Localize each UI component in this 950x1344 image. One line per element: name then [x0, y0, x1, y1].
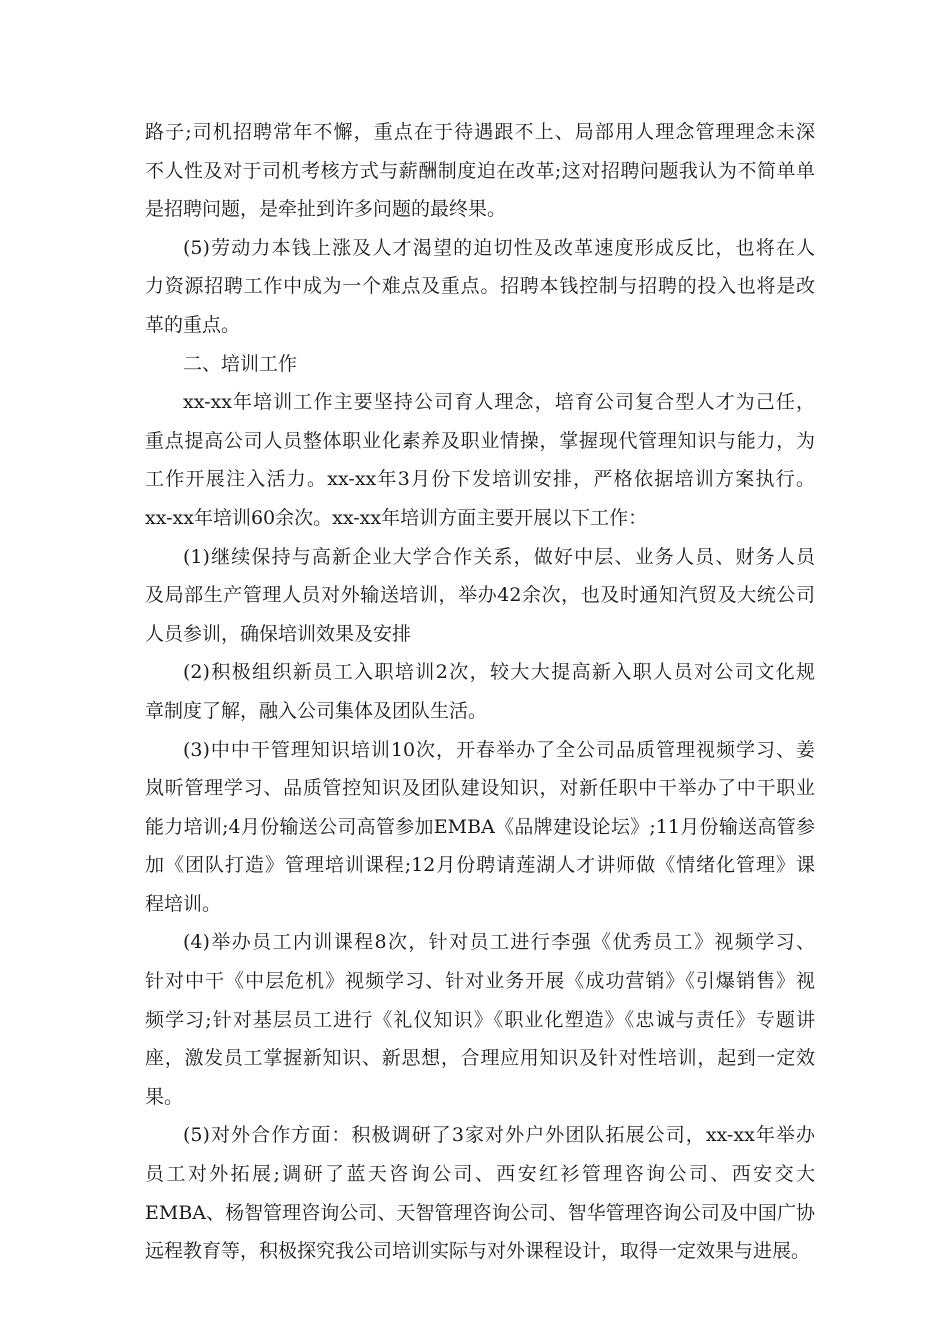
text-line: 远程教育等，积极探究我公司培训实际与对外课程设计，取得一定效果与进展。: [145, 1240, 811, 1263]
text-line: 加《团队打造》管理培训课程;12月份聘请莲湖人才讲师做《情绪化管理》课: [145, 854, 815, 877]
paragraph-recruitment-item-5: [145, 229, 815, 345]
paragraph-training-item-1: [145, 538, 815, 654]
heading-text: 二、培训工作: [183, 352, 298, 375]
text-line: 章制度了解，融入公司集体及团队生活。: [145, 699, 488, 722]
text-line: EMBA、杨智管理咨询公司、天智管理咨询公司、智华管理咨询公司及中国广协: [145, 1201, 815, 1224]
paragraph-training-intro: [145, 383, 815, 537]
section-heading-training: [145, 345, 815, 384]
text-line: xx-xx年培训工作主要坚持公司育人理念，培育公司复合型人才为己任，: [183, 391, 815, 414]
text-line: (3)中中干管理知识培训10次，开春举办了全公司品质管理视频学习、姜: [183, 738, 815, 761]
text-line: (1)继续保持与高新企业大学合作关系，做好中层、业务人员、财务人员: [183, 545, 815, 568]
document-body: [145, 113, 815, 1271]
text-line: 能力培训;4月份输送公司高管参加EMBA《品牌建设论坛》;11月份输送高管参: [145, 815, 815, 838]
text-line: 革的重点。: [145, 313, 241, 336]
paragraph-training-item-3: [145, 731, 815, 924]
text-line: 岚昕管理学习、品质管控知识及团队建设知识，对新任职中干举办了中干职业: [145, 777, 815, 800]
text-line: (4)举办员工内训课程8次，针对员工进行李强《优秀员工》视频学习、: [183, 931, 815, 954]
text-line: 不人性及对于司机考核方式与薪酬制度迫在改革;这对招聘问题我认为不简单单: [145, 159, 815, 182]
text-line: 是招聘问题，是牵扯到许多问题的最终果。: [145, 198, 507, 221]
paragraph-training-item-5: [145, 1116, 815, 1270]
text-line: xx-xx年培训60余次。xx-xx年培训方面主要开展以下工作：: [145, 506, 648, 529]
text-line: 果。: [145, 1085, 184, 1108]
text-line: 针对中干《中层危机》视频学习、针对业务开展《成功营销》《引爆销售》视: [145, 970, 815, 993]
paragraph-recruitment-continuation: [145, 113, 815, 229]
text-line: 力资源招聘工作中成为一个难点及重点。招聘本钱控制与招聘的投入也将是改: [145, 275, 815, 298]
text-line: 路子;司机招聘常年不懈，重点在于待遇跟不上、局部用人理念管理理念未深: [145, 121, 815, 143]
text-line: (5)对外合作方面：积极调研了3家对外户外团队拓展公司，xx-xx年举办: [183, 1124, 815, 1147]
text-line: 座，激发员工掌握新知识、新思想，合理应用知识及针对性培训，起到一定效: [145, 1047, 815, 1070]
text-line: 及局部生产管理人员对外输送培训，举办42余次，也及时通知汽贸及大统公司: [145, 584, 815, 607]
text-line: 员工对外拓展;调研了蓝天咨询公司、西安红衫管理咨询公司、西安交大: [145, 1163, 815, 1186]
text-line: 人员参训，确保培训效果及安排: [145, 622, 412, 645]
text-line: 工作开展注入活力。xx-xx年3月份下发培训安排，严格依据培训方案执行。: [145, 468, 815, 491]
text-line: (5)劳动力本钱上涨及人才渴望的迫切性及改革速度形成反比，也将在人: [183, 236, 815, 259]
text-line: (2)积极组织新员工入职培训2次，较大大提高新入职人员对公司文化规: [183, 661, 815, 684]
text-line: 重点提高公司人员整体职业化素养及职业情操，掌握现代管理知识与能力，为: [145, 429, 815, 452]
paragraph-training-item-4: [145, 923, 815, 1116]
text-line: 程培训。: [145, 892, 222, 915]
text-line: 频学习;针对基层员工进行《礼仪知识》《职业化塑造》《忠诚与责任》专题讲: [145, 1008, 815, 1031]
paragraph-training-item-2: [145, 653, 815, 730]
